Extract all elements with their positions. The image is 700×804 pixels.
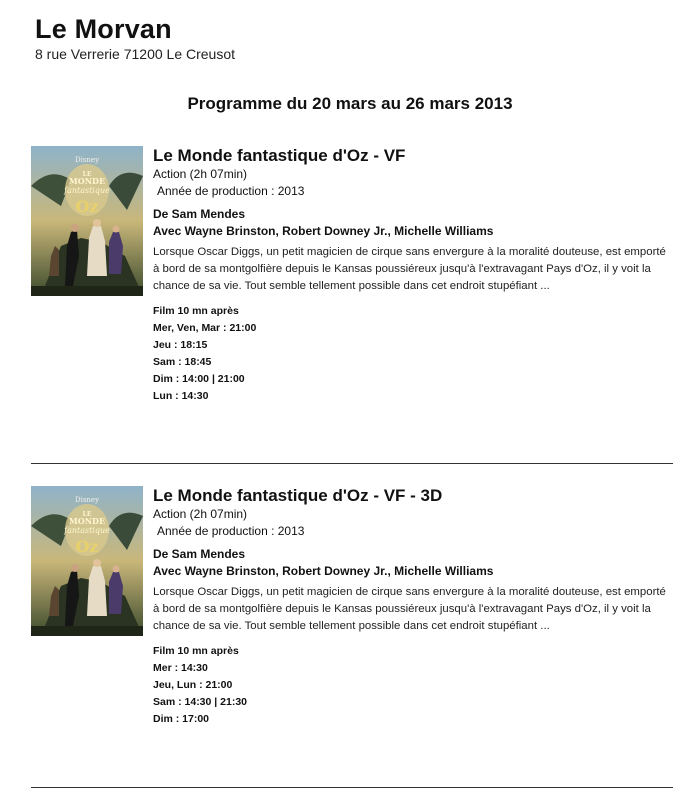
poster-title-line: LE [82, 171, 92, 178]
cinema-name: Le Morvan [35, 14, 172, 44]
movie-genre: Action (2h 07min) [153, 167, 248, 181]
divider [31, 787, 673, 788]
poster-studio-label: Disney [74, 156, 100, 164]
divider [31, 463, 673, 464]
movie-info [153, 486, 673, 728]
poster-title-line: Oz [75, 197, 99, 216]
schedule-line: Jeu : 18:15 [153, 339, 208, 351]
schedule-line: Jeu, Lun : 21:00 [153, 679, 233, 691]
schedule-line: Film 10 mn après [153, 645, 239, 657]
schedule-line: Dim : 17:00 [153, 713, 210, 725]
movie-poster[interactable] [31, 146, 143, 296]
movie-year: Année de production : 2013 [157, 524, 305, 538]
movie-poster[interactable] [31, 486, 143, 636]
poster-title-line: fantastique [64, 186, 110, 195]
movie-cast: Avec Wayne Brinston, Robert Downey Jr., Michelle Williams [153, 564, 494, 578]
movie-director: De Sam Mendes [153, 207, 246, 221]
poster-title-line: LE [82, 511, 92, 518]
movie-director: De Sam Mendes [153, 547, 246, 561]
poster-image [31, 486, 143, 636]
poster-title-line: MONDE [68, 516, 106, 526]
movie-cast: Avec Wayne Brinston, Robert Downey Jr., Michelle Williams [153, 224, 494, 238]
schedule-line: Dim : 14:00 | 21:00 [153, 373, 245, 385]
schedule-line: Sam : 18:45 [153, 356, 212, 368]
schedule-line: Mer, Ven, Mar : 21:00 [153, 322, 257, 334]
movie-year: Année de production : 2013 [157, 184, 305, 198]
movie-schedule [153, 303, 673, 405]
movie-title[interactable]: Le Monde fantastique d'Oz - VF [153, 146, 406, 165]
movie-schedule [153, 643, 673, 728]
cinema-address: 8 rue Verrerie 71200 Le Creusot [35, 46, 236, 62]
poster-title-line: Oz [75, 537, 99, 556]
movie-info [153, 146, 673, 405]
movie-genre: Action (2h 07min) [153, 507, 248, 521]
poster-title-line: fantastique [64, 526, 110, 535]
poster-studio-label: Disney [74, 496, 100, 504]
movie-title[interactable]: Le Monde fantastique d'Oz - VF - 3D [153, 486, 443, 505]
schedule-line: Sam : 14:30 | 21:30 [153, 696, 247, 708]
movie-synopsis: Lorsque Oscar Diggs, un petit magicien de cirque sans envergure à la moralité douteuse, est emporté à bord de sa montgolfière depuis le Kansas poussiéreux jusqu'à l'extravagant Pays d'Oz, il y voit la chance de sa vie. Tout semble tellement possible dans cet endroit stupéfiant ... [153, 246, 666, 292]
schedule-line: Mer : 14:30 [153, 662, 208, 674]
poster-title-line: MONDE [68, 176, 106, 186]
program-title: Programme du 20 mars au 26 mars 2013 [187, 94, 513, 113]
schedule-line: Film 10 mn après [153, 305, 239, 317]
schedule-line: Lun : 14:30 [153, 390, 209, 402]
poster-image [31, 146, 143, 296]
movie-synopsis: Lorsque Oscar Diggs, un petit magicien de cirque sans envergure à la moralité douteuse, est emporté à bord de sa montgolfière depuis le Kansas poussiéreux jusqu'à l'extravagant Pays d'Oz, il y voit la chance de sa vie. Tout semble tellement possible dans cet endroit stupéfiant ... [153, 586, 666, 632]
